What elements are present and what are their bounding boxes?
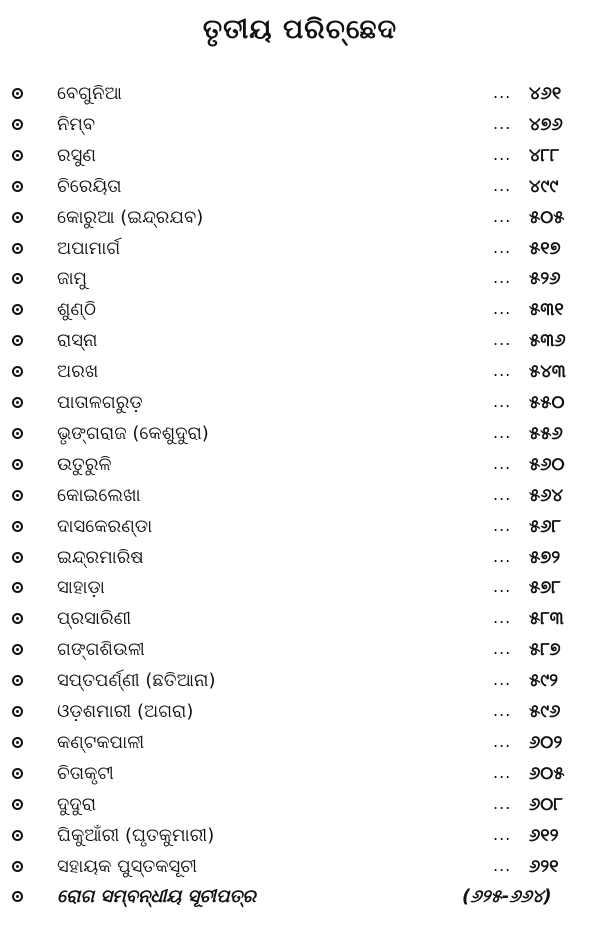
toc-entry (0, 822, 600, 852)
leader-dots: ... (493, 701, 512, 720)
leader-dots: ... (493, 577, 512, 597)
leader-dots: ... (493, 546, 512, 566)
entry-page-number: ୫୯୨ (529, 670, 559, 692)
chapter-title: ତୃତୀୟ ପରିଚ୍ଛେଦ (202, 14, 398, 45)
bullet-icon (12, 273, 23, 284)
bullet-icon (12, 212, 23, 223)
entry-page-number: ୫୬୦ (529, 453, 565, 475)
entry-name: ଇନ୍ଦ୍ରମାରିଷ (57, 546, 144, 568)
toc-entry (0, 80, 600, 110)
bullet-icon (12, 428, 23, 439)
bullet-icon (12, 830, 23, 841)
leader-dots: ... (493, 762, 512, 782)
toc-entry (0, 358, 600, 388)
entry-name: ଅପାମାର୍ଗ (57, 237, 121, 259)
entry-page-number: ୫୩୬ (529, 330, 566, 352)
toc-entry (0, 111, 600, 141)
entry-name: ଭୃଙ୍ଗରାଜ (କେଶୁଦୁରା) (57, 422, 209, 444)
leader-dots: ... (493, 361, 512, 381)
entry-page-number: ୪୭୬ (529, 113, 563, 135)
entry-page-number: (୬୨୫-୬୬୪) (462, 886, 552, 908)
toc-entry (0, 327, 600, 357)
toc-entry (0, 204, 600, 234)
entry-name: ବେଗୁନିଆ (57, 83, 122, 104)
entry-name: ଜାମୁ (57, 268, 88, 290)
bullet-icon (12, 459, 23, 470)
entry-page-number: ୫୯୬ (529, 701, 561, 722)
toc-entry (0, 667, 600, 697)
entry-page-number: ୫୮୩ (529, 608, 564, 630)
entry-page-number: ୫୪୩ (529, 361, 566, 383)
leader-dots: ... (493, 268, 512, 288)
leader-dots: ... (493, 392, 512, 411)
entry-name: ସପ୍ତପର୍ଣ୍ଣୀ (ଛତିଆନା) (57, 670, 216, 692)
toc-entry (0, 482, 600, 512)
entry-page-number: ୫୦୫ (529, 206, 565, 228)
bullet-icon (12, 768, 23, 779)
bullet-icon (12, 582, 23, 593)
bullet-icon (12, 181, 23, 192)
leader-dots: ... (493, 330, 512, 350)
leader-dots: ... (493, 453, 512, 473)
leader-dots: ... (493, 639, 512, 659)
entry-page-number: ୫୬୪ (529, 484, 564, 506)
entry-name: ପାତାଳଗରୁଡ଼ (57, 392, 143, 413)
bullet-icon (12, 397, 23, 408)
entry-name: ଅରଖ (57, 361, 99, 383)
bullet-icon (12, 335, 23, 346)
entry-page-number: ୫୩୧ (529, 299, 564, 321)
entry-page-number: ୫୭୮ (529, 577, 561, 599)
leader-dots: ... (493, 515, 512, 535)
entry-page-number: ୪୬୧ (529, 83, 562, 104)
toc-entry (0, 544, 600, 574)
leader-dots: ... (493, 855, 512, 875)
entry-name: ନିମ୍ବ (57, 113, 96, 135)
entry-page-number: ୬୧୨ (529, 824, 559, 846)
toc-entry (0, 173, 600, 203)
entry-page-number: ୫୫୬ (529, 422, 563, 444)
entry-name: ପ୍ରସାରିଣୀ (57, 608, 132, 630)
toc-entry (0, 451, 600, 481)
entry-name: ଚିତାକୃଟୀ (57, 762, 114, 784)
toc-entry (0, 513, 600, 543)
bullet-icon (12, 552, 23, 563)
toc-entry (0, 420, 600, 450)
leader-dots: ... (493, 175, 512, 195)
toc-entry (0, 698, 600, 728)
leader-dots: ... (493, 113, 512, 133)
entry-page-number: ୬୨୧ (529, 855, 559, 877)
bullet-icon (12, 675, 23, 686)
toc-entry (0, 605, 600, 635)
entry-name: ଦାସକେରଣ୍ଡା (57, 515, 153, 537)
entry-name: ଶୁଣ୍ଠି (57, 299, 97, 321)
bullet-icon (12, 706, 23, 717)
entry-name: କୋଇଲେଖା (57, 484, 141, 506)
bullet-icon (12, 799, 23, 810)
bullet-icon (12, 861, 23, 872)
toc-entry (0, 791, 600, 821)
leader-dots: ... (493, 608, 512, 628)
entry-name: ଚିରେୟିତା (57, 175, 122, 197)
toc-entry (0, 853, 600, 883)
entry-name: ଉତୁରୁଳି (57, 453, 112, 475)
bullet-icon (12, 150, 23, 161)
leader-dots: ... (493, 422, 512, 442)
leader-dots: ... (493, 206, 512, 226)
bullet-icon (12, 613, 23, 624)
entry-name: ସାହାଡ଼ା (57, 577, 105, 599)
entry-name: ରାସ୍ନା (57, 330, 98, 352)
bullet-icon (12, 304, 23, 315)
bullet-icon (12, 521, 23, 532)
bullet-icon (12, 366, 23, 377)
entry-name: ରସୁଣ (57, 144, 96, 166)
entry-page-number: ୪୯୯ (529, 175, 559, 197)
bullet-icon (12, 737, 23, 748)
entry-page-number: ୫୮୭ (529, 639, 561, 661)
toc-entry (0, 265, 600, 295)
leader-dots: ... (493, 484, 512, 504)
entry-page-number: ୪୮୮ (529, 144, 560, 166)
entry-name: କୋରୁଆ (ଇନ୍ଦ୍ରଯବ) (57, 206, 204, 228)
leader-dots: ... (493, 144, 512, 164)
entry-page-number: ୬୦୨ (529, 731, 563, 753)
leader-dots: ... (493, 83, 512, 102)
bullet-icon (12, 88, 23, 99)
toc-entry (0, 574, 600, 604)
leader-dots: ... (493, 793, 512, 813)
entry-name: ରୋଗ ସମ୍ବନ୍ଧୀୟ ସୂଚୀପତ୍ର (57, 886, 256, 908)
entry-page-number: ୫୧୭ (529, 237, 561, 259)
toc-entry (0, 636, 600, 666)
toc-entry (0, 883, 600, 913)
bullet-icon (12, 891, 23, 902)
bullet-icon (12, 490, 23, 501)
bullet-icon (12, 119, 23, 130)
entry-name: ସହାୟକ ପୁସ୍ତକସୂଚୀ (57, 855, 198, 877)
toc-entry (0, 760, 600, 790)
toc-entry (0, 389, 600, 419)
leader-dots: ... (493, 731, 512, 751)
entry-page-number: ୫୫୦ (529, 392, 565, 413)
entry-page-number: ୫୬୮ (529, 515, 561, 537)
toc-entry (0, 142, 600, 172)
entry-name: ଦୁଦୁରା (57, 793, 97, 815)
entry-name: ଘିକୁଆଁରୀ (ଘୃତକୁମାରୀ) (57, 824, 215, 846)
leader-dots: ... (493, 299, 512, 319)
entry-page-number: ୫୭୨ (529, 546, 561, 568)
entry-name: କଣ୍ଟକପାଳୀ (57, 731, 145, 753)
bullet-icon (12, 243, 23, 254)
leader-dots: ... (493, 670, 512, 690)
toc-entry (0, 729, 600, 759)
leader-dots: ... (493, 824, 512, 844)
entry-page-number: ୬୦୫ (529, 762, 565, 784)
toc-entry (0, 296, 600, 326)
entry-name: ଗଙ୍ଗଶିଉଳୀ (57, 639, 145, 661)
entry-name: ଓଡ଼ଶମାରୀ (ଅଗରା) (57, 701, 194, 722)
leader-dots: ... (493, 237, 512, 257)
toc-entry (0, 235, 600, 265)
entry-page-number: ୫୨୬ (529, 268, 561, 290)
bullet-icon (12, 644, 23, 655)
entry-page-number: ୬୦୮ (529, 793, 563, 815)
